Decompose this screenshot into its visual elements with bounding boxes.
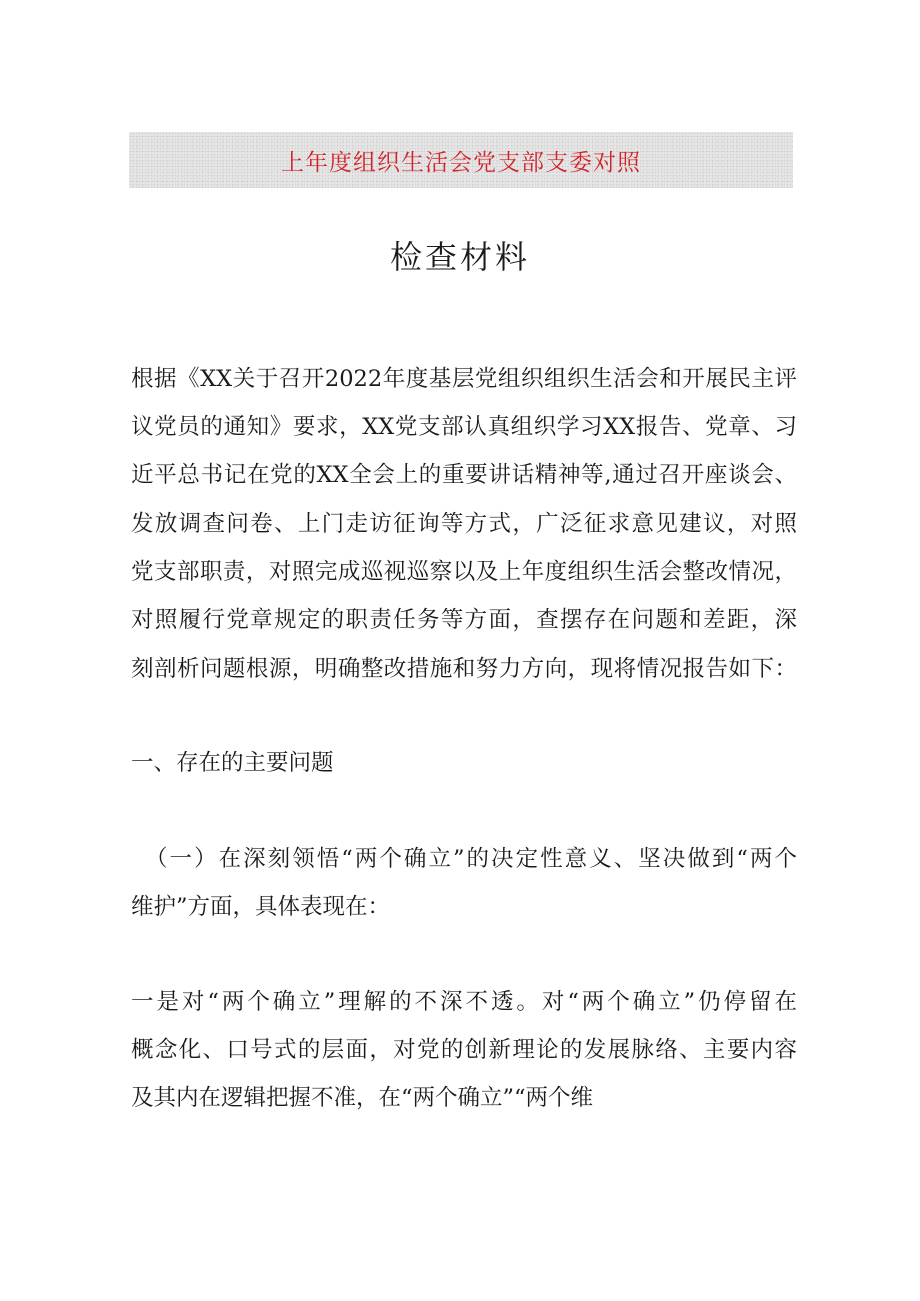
document-title: 上年度组织生活会党支部支委对照 bbox=[281, 149, 641, 176]
subsection-line: （一）在深刻领悟“两个确立”的决定性意义、坚决做到“两个 bbox=[145, 846, 797, 872]
intro-line: 刻剖析问题根源，明确整改措施和努力方向，现将情况报告如下： bbox=[131, 656, 797, 682]
section-heading: 一、存在的主要问题 bbox=[131, 750, 334, 776]
subsection-line: 维护”方面，具体表现在： bbox=[131, 894, 391, 920]
title-banner bbox=[129, 132, 793, 188]
point-line: 概念化、口号式的层面，对党的创新理论的发展脉络、主要内容 bbox=[131, 1037, 797, 1063]
intro-line: 对照履行党章规定的职责任务等方面，查摆存在问题和差距，深 bbox=[131, 607, 797, 633]
document-subtitle: 检查材料 bbox=[389, 238, 530, 276]
intro-line: 发放调查问卷、上门走访征询等方式，广泛征求意见建议，对照 bbox=[131, 511, 797, 537]
point-line: 及其内在逻辑把握不准，在“两个确立”“两个维 bbox=[131, 1085, 594, 1111]
intro-line: 议党员的通知》要求，XX党支部认真组织学习XX报告、党章、习 bbox=[131, 414, 797, 440]
intro-line: 党支部职责，对照完成巡视巡察以及上年度组织生活会整改情况， bbox=[131, 559, 797, 585]
point-line: 一是对“两个确立”理解的不深不透。对“两个确立”仍停留在 bbox=[131, 989, 797, 1015]
intro-line: 根据《XX关于召开2022年度基层党组织组织生活会和开展民主评 bbox=[131, 366, 797, 392]
intro-line: 近平总书记在党的XX全会上的重要讲话精神等,通过召开座谈会、 bbox=[131, 462, 797, 488]
